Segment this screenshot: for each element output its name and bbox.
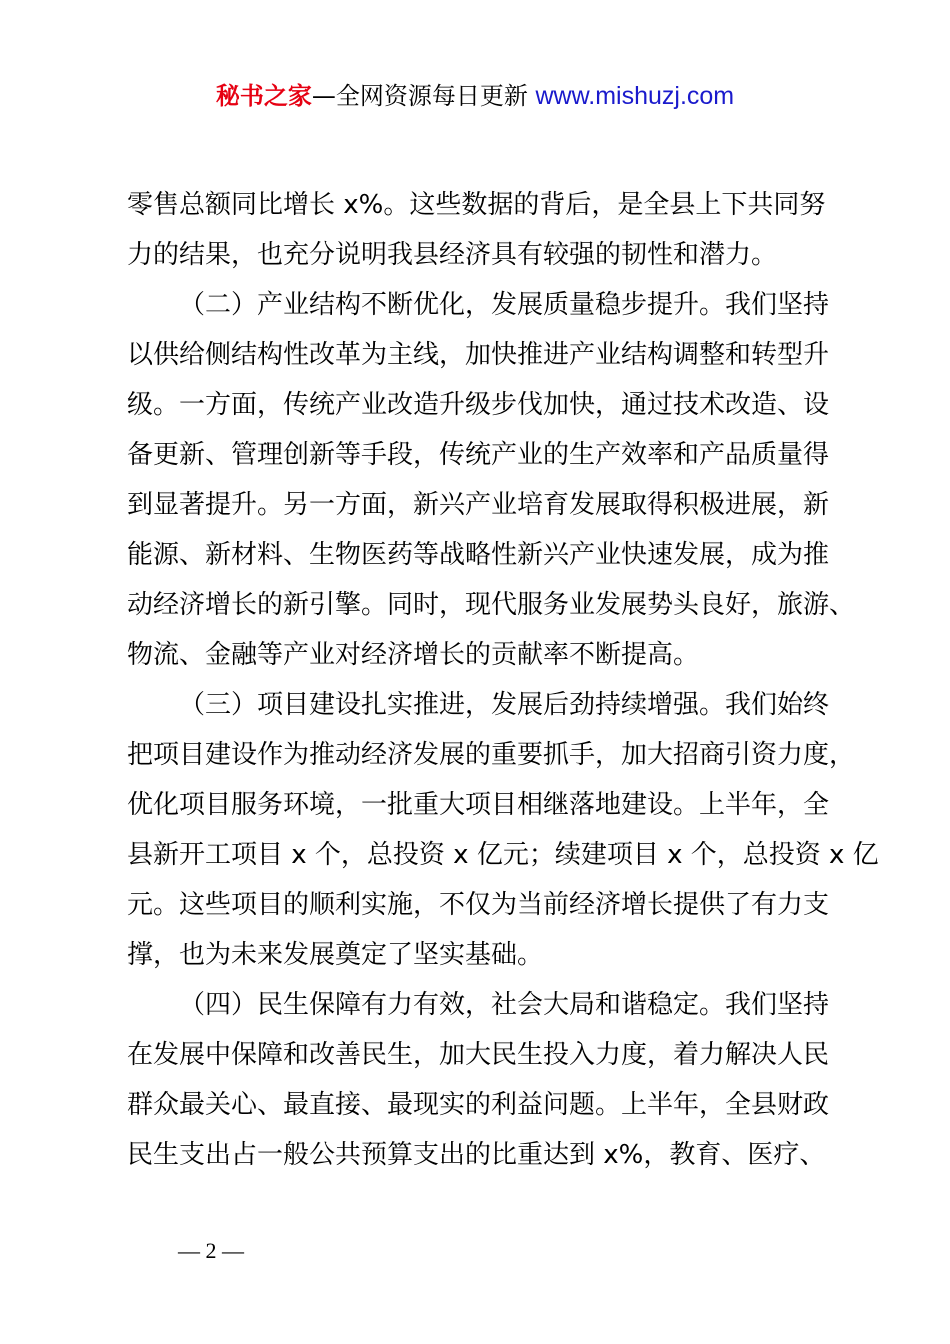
text-line: 撑，也为未来发展奠定了坚实基础。	[127, 940, 544, 970]
site-header	[0, 80, 950, 112]
text-line: 把项目建设作为推动经济发展的重要抓手，加大招商引资力度，	[127, 740, 856, 770]
paragraph-4-heading-line: （四）民生保障有力有效，社会大局和谐稳定。我们坚持	[179, 990, 830, 1020]
document-body	[127, 180, 879, 1180]
text-line: 优化项目服务环境，一批重大项目相继落地建设。上半年，全	[127, 790, 830, 820]
header-tagline: —全网资源每日更新	[311, 82, 536, 110]
brand-name: 秘书之家	[215, 82, 312, 110]
text-line: 备更新、管理创新等手段，传统产业的生产效率和产品质量得	[127, 440, 830, 470]
text-line: 县新开工项目 x 个，总投资 x 亿元；续建项目 x 个，总投资 x 亿	[127, 840, 879, 870]
text-line: 到显著提升。另一方面，新兴产业培育发展取得积极进展，新	[127, 490, 830, 520]
text-line: 群众最关心、最直接、最现实的利益问题。上半年，全县财政	[127, 1090, 830, 1120]
text-line: 动经济增长的新引擎。同时，现代服务业发展势头良好，旅游、	[127, 590, 856, 620]
text-line: 零售总额同比增长 x%。这些数据的背后，是全县上下共同努	[127, 190, 826, 220]
site-url-link[interactable]: www.mishuzj.com	[535, 82, 735, 110]
text-line: 级。一方面，传统产业改造升级步伐加快，通过技术改造、设	[127, 390, 830, 420]
text-line: 物流、金融等产业对经济增长的贡献率不断提高。	[127, 640, 700, 670]
page-number: — 2 —	[178, 1238, 244, 1263]
text-line: 在发展中保障和改善民生，加大民生投入力度，着力解决人民	[127, 1040, 830, 1070]
paragraph-3-heading-line: （三）项目建设扎实推进，发展后劲持续增强。我们始终	[179, 690, 830, 720]
text-line: 力的结果，也充分说明我县经济具有较强的韧性和潜力。	[127, 240, 778, 270]
text-line: 能源、新材料、生物医药等战略性新兴产业快速发展，成为推	[127, 540, 830, 570]
paragraph-2-heading-line: （二）产业结构不断优化，发展质量稳步提升。我们坚持	[179, 290, 830, 320]
text-line: 元。这些项目的顺利实施，不仅为当前经济增长提供了有力支	[127, 890, 830, 920]
text-line: 以供给侧结构性改革为主线，加快推进产业结构调整和转型升	[127, 340, 830, 370]
text-line: 民生支出占一般公共预算支出的比重达到 x%，教育、医疗、	[127, 1140, 826, 1170]
